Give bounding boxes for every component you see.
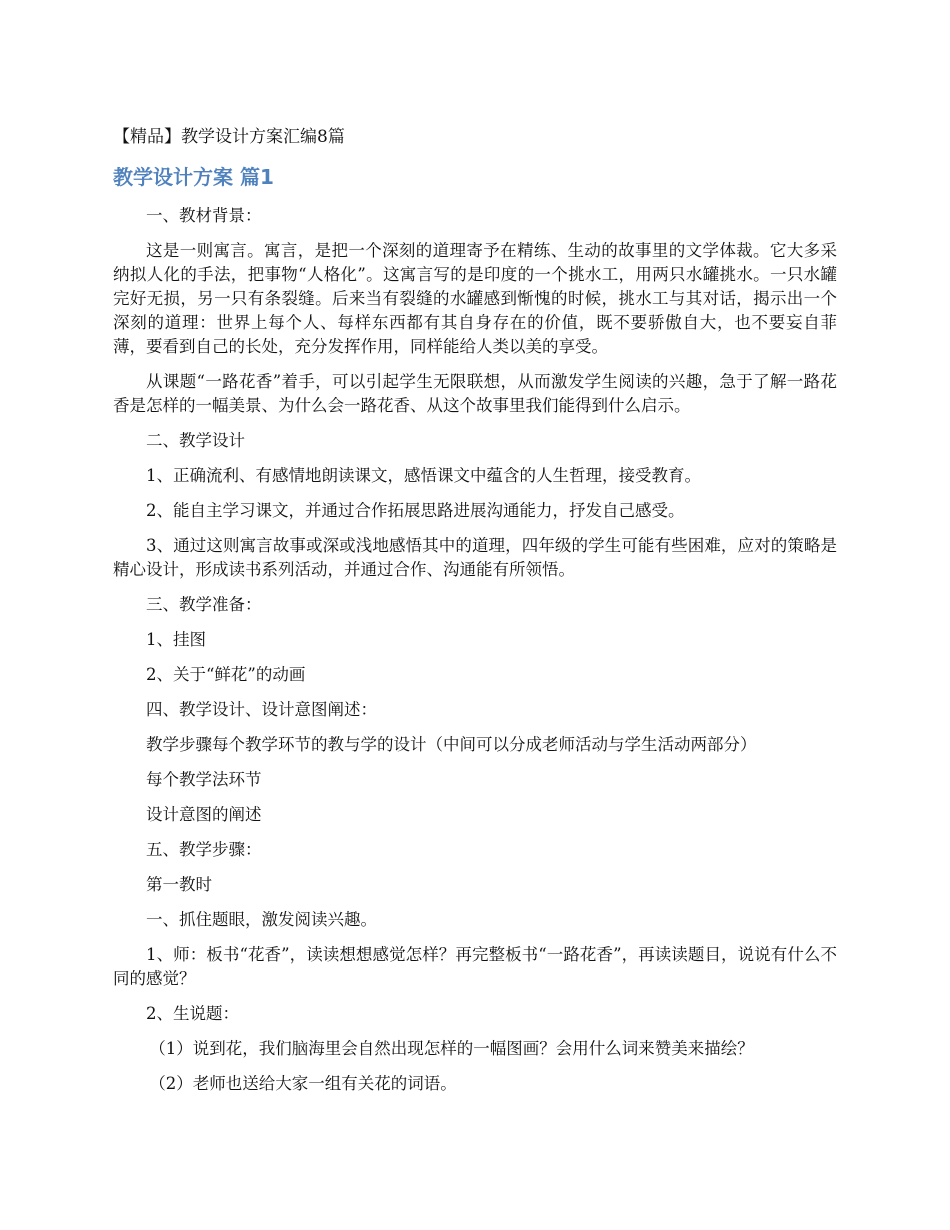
document-body (113, 204, 837, 1107)
paragraph: 一、抓住题眼，激发阅读兴趣。 (146, 910, 377, 929)
paragraph: （2）老师也送给大家一组有关花的词语。 (149, 1074, 457, 1093)
paragraph: 设计意图的阐述 (146, 805, 262, 824)
section-heading: 教学设计方案 篇1 (113, 165, 274, 189)
paragraph: 四、教学设计、设计意图阐述： (146, 700, 377, 719)
paragraph: （1）说到花，我们脑海里会自然出现怎样的一幅图画？会用什么词来赞美来描绘？ (149, 1039, 754, 1058)
paragraph: 2、关于“鲜花”的动画 (146, 665, 306, 684)
document-title: 【精品】教学设计方案汇编8篇 (113, 127, 345, 147)
paragraph: 这是一则寓言。寓言，是把一个深刻的道理寄予在精练、生动的故事里的文学体裁。它大多采纳拟人化的手法，把事物“人格化”。这寓言写的是印度的一个挑水工，用两只水罐挑水。一只水罐完好无损，另一只有条裂缝。后来当有裂缝的水罐感到惭愧的时候，挑水工与其对话，揭示出一个深刻的道理：世界上每个人、每样东西都有其自身存在的价值，既不要骄傲自大，也不要妄自菲薄，要看到自己的长处，充分发挥作用，同样能给人类以美的享受。 (113, 241, 837, 356)
paragraph: 1、正确流利、有感情地朗读课文，感悟课文中蕴含的人生哲理，接受教育。 (146, 466, 701, 485)
paragraph: 2、能自主学习课文，并通过合作拓展思路进展沟通能力，抒发自己感受。 (146, 501, 685, 520)
paragraph: 教学步骤每个教学环节的教与学的设计（中间可以分成老师活动与学生活动两部分） (146, 735, 757, 754)
paragraph: 3、通过这则寓言故事或深或浅地感悟其中的道理，四年级的学生可能有些困难，应对的策略是精心设计，形成读书系列活动，并通过合作、沟通能有所领悟。 (113, 536, 837, 579)
paragraph: 三、教学准备： (146, 595, 262, 614)
paragraph: 二、教学设计 (146, 431, 245, 450)
paragraph: 五、教学步骤： (146, 840, 262, 859)
paragraph: 1、挂图 (146, 630, 206, 649)
paragraph: 1、师：板书“花香”，读读想想感觉怎样？再完整板书“一路花香”，再读读题目，说说有什么不同的感觉？ (113, 945, 837, 988)
paragraph: 从课题“一路花香”着手，可以引起学生无限联想，从而激发学生阅读的兴趣，急于了解一路花香是怎样的一幅美景、为什么会一路花香、从这个故事里我们能得到什么启示。 (113, 372, 837, 415)
paragraph: 2、生说题： (146, 1004, 239, 1023)
paragraph: 每个教学法环节 (146, 770, 262, 789)
paragraph: 第一教时 (146, 875, 212, 894)
paragraph: 一、教材背景： (146, 206, 262, 225)
